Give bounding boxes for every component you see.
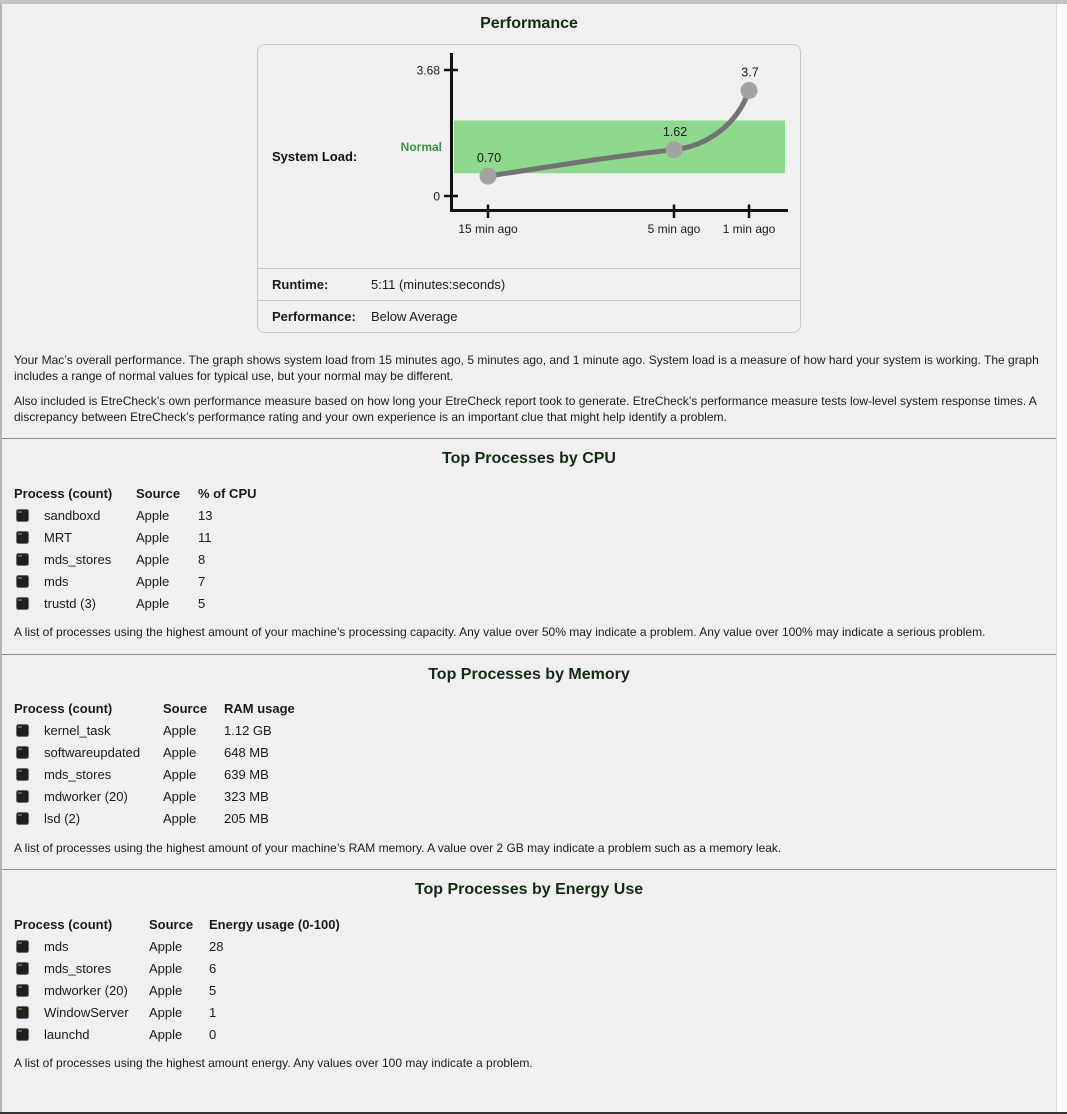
process-name-cell [14,570,136,592]
process-name-cell [14,979,149,1001]
data-point-label: 1.62 [662,124,688,139]
terminal-icon [16,724,29,737]
cpu-footnote: A list of processes using the highest amount of your machine’s processing capacity. Any value over 50% may indicate a problem. Any value over 100% may indicate a serious problem. [14,625,986,639]
performance-description-1: Your Mac’s overall performance. The graph shows system load from 15 minutes ago, 5 minutes ago, and 1 minute ago. System load is a measure of how hard your system is working. The graph includes a range of normal values for typical use, but your normal may be different. [14,353,1039,383]
source-cell: Apple [149,960,183,976]
process-name: mds [44,938,69,954]
value-cell: 13 [198,507,213,523]
section-title-performance: Performance [480,15,578,32]
performance-description-2: Also included is EtreCheck’s own performance measure based on how long your EtreCheck report took to generate. EtreCheck’s performance measure tests low-level system response times. A discrepancy between EtreCheck’s performance rating and your own experience is an important clue that might help identify a problem. [14,394,1037,424]
column-header: Energy usage (0-100) [209,916,340,932]
source-cell: Apple [163,811,197,826]
terminal-icon [16,531,29,544]
process-name: mds_stores [44,551,112,567]
y-tick-label: 0 [433,189,440,204]
process-name-cell [14,592,136,614]
source-cell: Apple [163,767,197,782]
value-cell: 1.12 GB [224,723,272,738]
process-name: sandboxd [44,507,101,523]
x-tick-label: 1 min ago [722,222,776,236]
source-cell: Apple [136,529,170,545]
memory-process-table [14,698,1056,830]
source-cell: Apple [163,745,197,760]
terminal-icon [16,575,29,588]
system-load-label: System Load: [272,149,358,164]
terminal-icon [16,984,29,997]
process-name: mds_stores [44,767,112,782]
process-name: mdworker (20) [44,982,128,998]
column-header: % of CPU [198,485,257,501]
system-load-chart-row [258,45,800,268]
process-name: mds_stores [44,960,112,976]
terminal-icon [16,812,29,825]
source-cell: Apple [136,507,170,523]
data-point [480,168,497,185]
process-name-cell [14,786,163,808]
column-header: Source [163,701,208,716]
data-point [741,82,758,99]
data-point [666,141,683,158]
process-name: mdworker (20) [44,789,128,804]
process-name-cell [14,720,163,742]
performance-panel [257,44,801,333]
source-cell: Apple [163,723,197,738]
runtime-value: 5:11 (minutes:seconds) [371,277,506,292]
runtime-row [258,268,800,300]
value-cell: 11 [198,529,212,545]
performance-rating-value: Below Average [371,309,458,324]
terminal-icon [16,509,29,522]
value-cell: 648 MB [224,745,269,760]
column-header: Process (count) [14,701,113,716]
column-header: Source [136,485,181,501]
source-cell: Apple [136,551,170,567]
terminal-icon [16,1006,29,1019]
terminal-icon [16,790,29,803]
value-cell: 28 [209,938,224,954]
value-cell: 1 [209,1004,217,1020]
terminal-icon [16,1028,29,1041]
value-cell: 639 MB [224,767,269,782]
process-name-cell [14,1001,149,1023]
scrollbar-track[interactable] [1056,4,1067,1112]
performance-section [2,4,1056,438]
memory-footnote: A list of processes using the highest amount of your machine’s RAM memory. A value over 2 GB may indicate a problem such as a memory leak. [14,840,782,855]
process-name: MRT [44,529,72,545]
source-cell: Apple [136,595,170,611]
energy-footnote: A list of processes using the highest amount energy. Any values over 100 may indicate a problem. [14,1056,533,1070]
terminal-icon [16,553,29,566]
process-name: kernel_task [44,723,111,738]
value-cell: 7 [198,573,206,589]
process-name-cell [14,935,149,957]
normal-band [454,121,785,174]
value-cell: 6 [209,960,217,976]
terminal-icon [16,768,29,781]
performance-rating-label: Performance: [272,309,356,324]
process-name: launchd [44,1026,90,1042]
section-title-cpu: Top Processes by CPU [442,450,616,467]
source-cell: Apple [136,573,170,589]
column-header: Process (count) [14,485,113,501]
section-title-energy: Top Processes by Energy Use [414,881,644,898]
value-cell: 323 MB [224,789,269,804]
cpu-section [2,439,1056,654]
terminal-icon [16,962,29,975]
x-tick-label: 5 min ago [647,222,701,236]
data-point-label: 0.70 [476,151,502,166]
terminal-icon [16,940,29,953]
process-name-cell [14,1023,149,1045]
process-name-cell [14,548,136,570]
etrecheck-report [0,4,1056,1112]
terminal-icon [16,746,29,759]
data-point-label: 3.7 [741,65,759,80]
process-name: trustd (3) [44,595,97,611]
terminal-icon [16,597,29,610]
process-name: WindowServer [44,1004,129,1020]
normal-band-label: Normal [400,139,442,154]
cpu-process-table [14,482,1056,614]
source-cell: Apple [149,938,183,954]
source-cell: Apple [149,1004,183,1020]
column-header: Process (count) [14,916,113,932]
runtime-label: Runtime: [272,277,329,292]
value-cell: 0 [209,1026,217,1042]
section-title-memory: Top Processes by Memory [428,665,630,683]
energy-process-table [14,913,1056,1045]
column-header: RAM usage [224,701,295,716]
process-name-cell [14,808,163,830]
memory-section [2,655,1056,870]
source-cell: Apple [163,789,197,804]
process-name: lsd (2) [44,811,81,826]
process-name: softwareupdated [44,745,141,760]
process-name-cell [14,526,136,548]
process-name: mds [44,573,69,589]
process-name-cell [14,764,163,786]
column-header: Source [149,916,194,932]
value-cell: 205 MB [224,811,269,826]
process-name-cell [14,742,163,764]
source-cell: Apple [149,1026,183,1042]
source-cell: Apple [149,982,183,998]
x-tick-label: 15 min ago [458,222,518,236]
value-cell: 5 [198,595,206,611]
value-cell: 5 [209,982,217,998]
y-tick-label: 3.68 [416,63,440,78]
value-cell: 8 [198,551,206,567]
performance-rating-row [258,300,800,332]
process-name-cell [14,504,136,526]
process-name-cell [14,957,149,979]
energy-section [2,870,1056,1085]
